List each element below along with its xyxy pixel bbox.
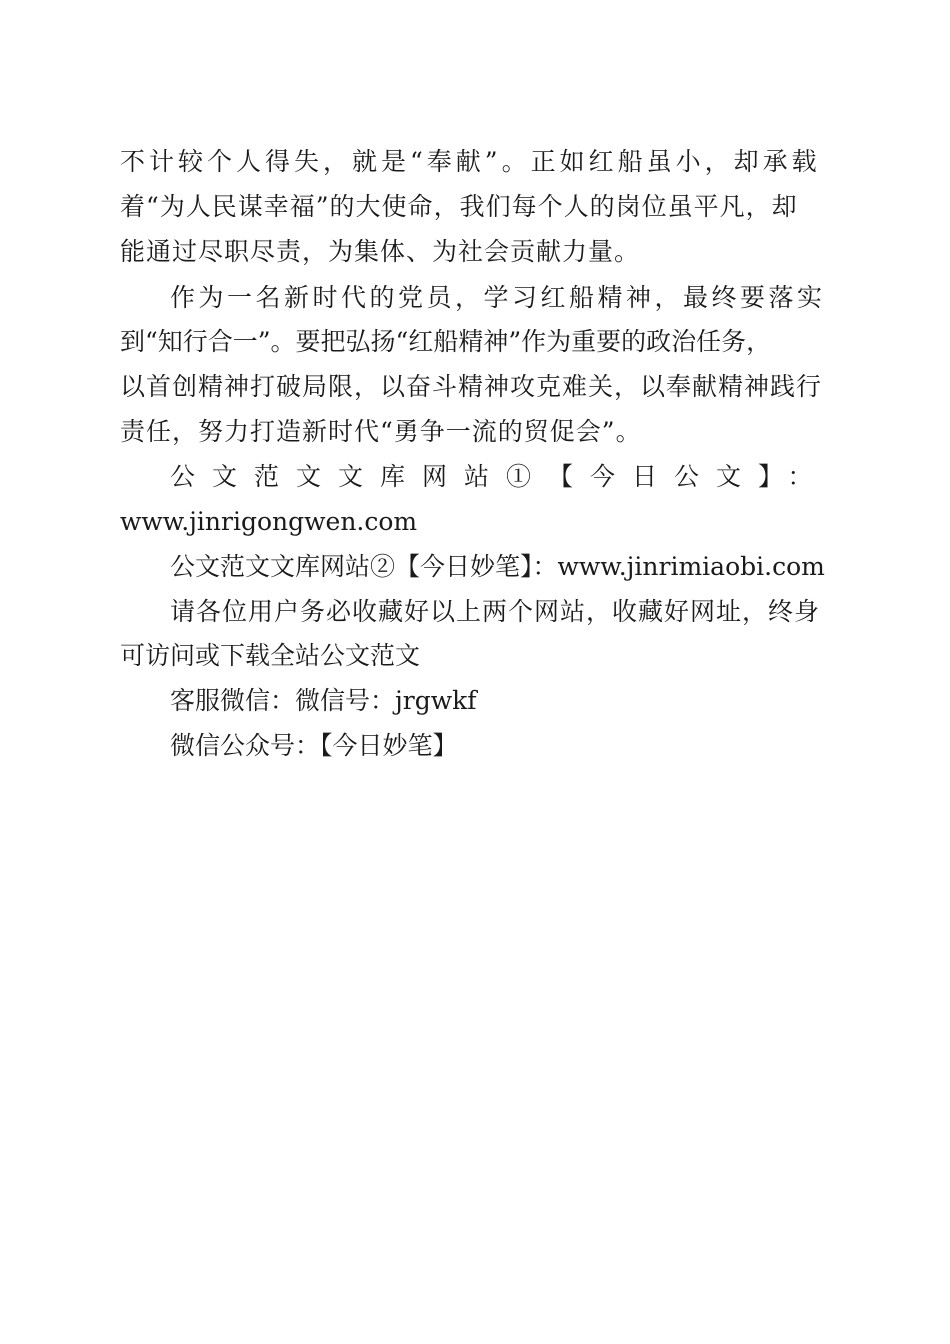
notice-line-1: 请各位用户务必收藏好以上两个网站，收藏好网址，终身	[170, 597, 821, 626]
paragraph-2-line-1: 作为一名新时代的党员，学习红船精神，最终要落实	[170, 283, 826, 312]
paragraph-1-line-2: 着“为人民谋幸福”的大使命，我们每个人的岗位虽平凡，却	[120, 192, 798, 221]
paragraph-1-line-3: 能通过尽职尽责，为集体、为社会贡献力量。	[120, 237, 641, 266]
website-1-url[interactable]: www.jinrigongwen.com	[120, 507, 418, 536]
wechat-official-account: 微信公众号：【今日妙笔】	[170, 731, 458, 760]
website-2-line[interactable]: 公文范文文库网站②【今日妙笔】：www.jinrimiaobi.com	[170, 552, 825, 581]
customer-service-wechat: 客服微信：微信号：jrgwkf	[170, 686, 477, 715]
paragraph-1-line-1: 不计较个人得失，就是“奉献”。正如红船虽小，却承载	[120, 147, 821, 176]
notice-line-2: 可访问或下载全站公文范文	[120, 641, 421, 670]
paragraph-2-line-2: 到“知行合一”。要把弘扬“红船精神”作为重要的政治任务，	[120, 327, 772, 356]
website-1-label: 公文范文文库网站①【今日公文】：	[170, 462, 830, 491]
paragraph-2-line-4: 责任，努力打造新时代“勇争一流的贸促会”。	[120, 417, 642, 446]
paragraph-2-line-3: 以首创精神打破局限，以奋斗精神攻克难关，以奉献精神践行	[120, 372, 823, 401]
